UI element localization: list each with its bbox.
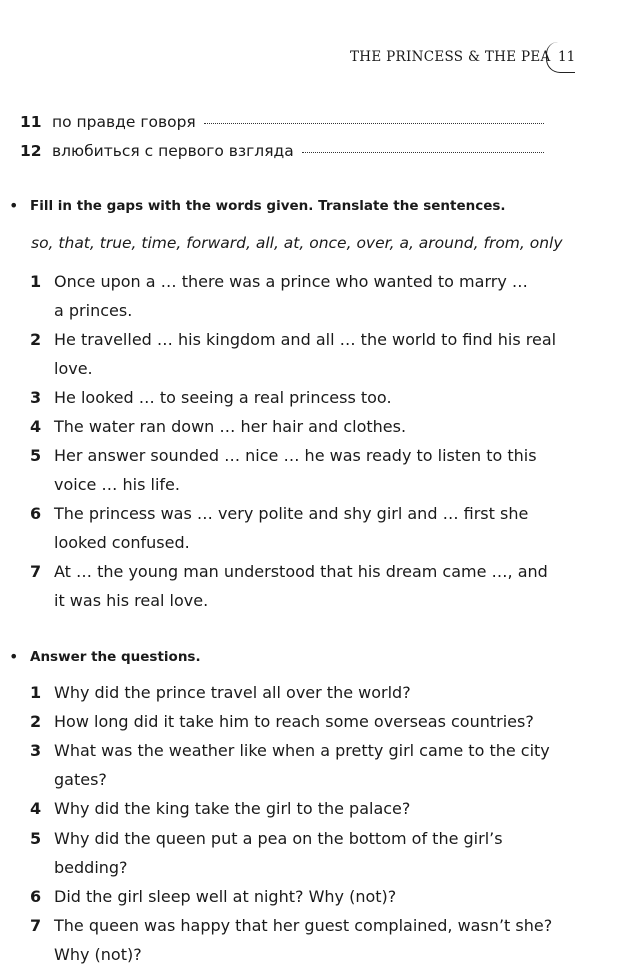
question-number: 4 [30,799,42,818]
exercise-item-text: Once upon a … there was a prince who wanted to marry … [54,272,528,291]
exercise-item-number: 6 [30,504,42,523]
page-number: 11 [558,49,576,65]
exercise-item-text: it was his real love. [54,591,209,610]
exercise-item-text: love. [54,359,93,378]
exercise-item-text: At … the young man understood that his dream came …, and [54,562,548,581]
exercise-item-number: 3 [30,388,42,407]
vocab-item [20,113,544,131]
question-text: Why (not)? [54,945,142,964]
exercise-item-text: Her answer sounded … nice … he was ready to listen to this [54,446,537,465]
vocab-number: 12 [20,142,42,160]
exercise-item-text: The water ran down … her hair and clothes. [54,417,407,436]
question-text: Why did the king take the girl to the palace? [54,799,411,818]
question-text: Why did the queen put a pea on the bottom of the girl’s [54,829,503,848]
exercise-item-text: He looked … to seeing a real princess too. [54,388,392,407]
answer-dotted-line [204,123,544,124]
question-text: Did the girl sleep well at night? Why (not)? [54,887,397,906]
question-number: 3 [30,741,42,760]
vocab-item [20,142,544,160]
exercise-item-text: a princes. [54,301,133,320]
exercise-item-text: looked confused. [54,533,190,552]
question-text: gates? [54,770,107,789]
exercise-instruction: Answer the questions. [30,649,201,665]
exercise-item-number: 2 [30,330,42,349]
answer-dotted-line [302,152,544,153]
bullet-icon: • [9,647,19,666]
exercise-item-text: The princess was … very polite and shy girl and … first she [54,504,529,523]
bullet-icon: • [9,196,19,215]
running-header-title: THE PRINCESS & THE PEA [350,49,551,65]
question-text: bedding? [54,858,128,877]
exercise-item-number: 4 [30,417,42,436]
question-text: Why did the prince travel all over the world? [54,683,411,702]
exercise-item-text: voice … his life. [54,475,180,494]
question-number: 6 [30,887,42,906]
word-bank: so, that, true, time, forward, all, at, once, over, a, around, from, only [31,234,563,252]
exercise-item-text: He travelled … his kingdom and all … the world to find his real [54,330,557,349]
exercise-instruction: Fill in the gaps with the words given. Translate the sentences. [30,198,506,214]
exercise-item-number: 5 [30,446,42,465]
question-text: How long did it take him to reach some overseas countries? [54,712,534,731]
vocab-phrase: по правде говоря [52,113,196,131]
question-number: 7 [30,916,42,935]
question-number: 2 [30,712,42,731]
vocab-phrase: влюбиться с первого взгляда [52,142,294,160]
question-text: What was the weather like when a pretty girl came to the city [54,741,550,760]
question-text: The queen was happy that her guest complained, wasn’t she? [54,916,553,935]
exercise-item-number: 7 [30,562,42,581]
vocab-number: 11 [20,113,42,131]
exercise-item-number: 1 [30,272,42,291]
question-number: 1 [30,683,42,702]
question-number: 5 [30,829,42,848]
